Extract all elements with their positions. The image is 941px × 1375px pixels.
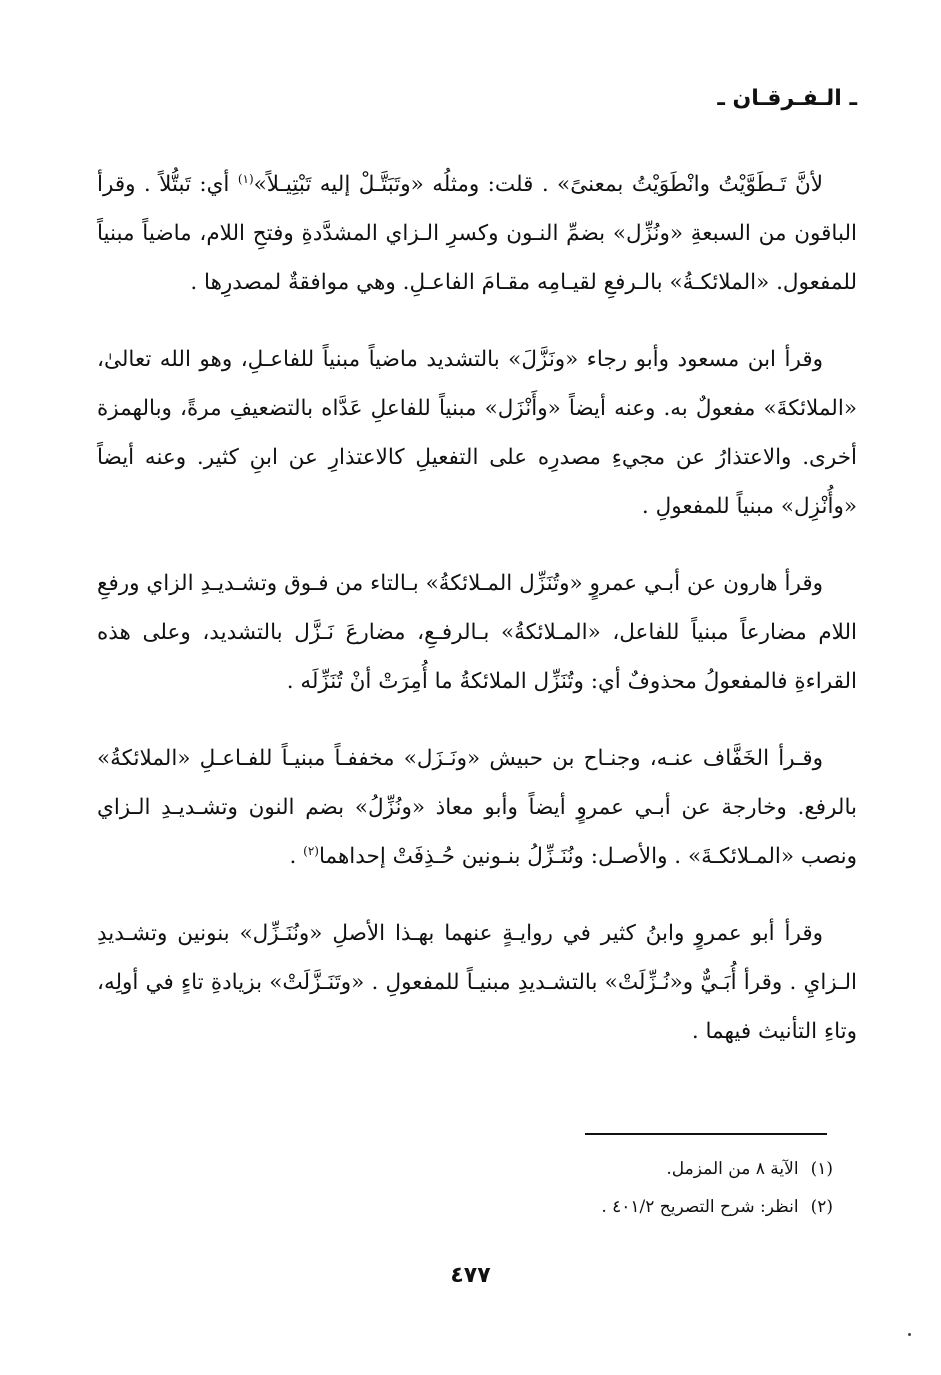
paragraph-text: وقـرأ الخَفَّاف عنـه، وجنـاح بن حبيش «ونَـزَل» مخففـاً مبنيـاً للفـاعـلِ «الملائكةُ» بالرفع. وخارجة عن أبـي عمروٍ أيضاً وأبو معاذ «ونُزِّلُ» بضم النون وتشـديـدِ الـزاي ونصب «المـلائكـةَ» . والأصـل: ونُنَـزِّلُ بنـونين حُـذِفَتْ إحداهما [97, 746, 857, 869]
paragraph-4 [97, 734, 857, 881]
scan-speck [908, 1333, 911, 1336]
paragraph-text: وقرأ هارون عن أبـي عمروٍ «وتُنَزِّل المـلائكةُ» بـالتاء من فـوق وتشـديـدِ الزاي ورفعِ اللام مضارعاً مبنياً للفاعل، «المـلائكةُ» بـالرفـعِ، مضارعَ نَـزَّل بالتشديد، وعلى هذه القراءةِ فالمفعولُ محذوفٌ أي: وتُنَزِّل الملائكةُ ما أُمِرَتْ أنْ تُنَزِّلَه . [97, 571, 857, 694]
page-number: ٤٧٧ [450, 1263, 491, 1288]
paragraph-3 [97, 559, 857, 706]
paragraph-5 [97, 909, 857, 1056]
paragraph-text: لأنَّ تَـطَوَّيْتُ وانْطَوَيْتُ بمعنىً» . قلت: ومثلُه «وتَبَتَّـلْ إليه تَبْتِيـلاً» [253, 172, 823, 197]
footnote-divider [585, 1133, 827, 1135]
footnote-2 [113, 1188, 833, 1226]
paragraph-2 [97, 335, 857, 531]
paragraph-text: وقرأ أبو عمروٍ وابنُ كثير في روايـةٍ عنهما بهـذا الأصلِ «ونُنَـزِّل» بنونين وتشـديدِ الـزايِ . وقرأ أُبَـيٌّ و«نُـزِّلَتْ» بالتشـديدِ مبنيـاً للمفعولِ . «وتَنَـزَّلَتْ» بزيادةِ تاءٍ في أولِه، وتاءِ التأنيث فيهما . [97, 921, 857, 1044]
footnote-1 [113, 1150, 833, 1188]
paragraph-1 [97, 160, 857, 307]
footnote-text: الآية ٨ من المزمل. [666, 1159, 799, 1179]
main-text [97, 160, 857, 1084]
footnote-number: (٢) [810, 1197, 833, 1217]
footnote-text: انظر: شرح التصريح ٤٠١/٢ . [601, 1197, 799, 1217]
footnote-number: (١) [810, 1159, 833, 1179]
footnote-ref-1: (١) [237, 171, 254, 186]
paragraph-text: . [289, 844, 304, 869]
running-header: ـ الـفـرقـان ـ [717, 86, 857, 111]
paragraph-text: أي: تَبتُّلاً . وقرأ الباقون من السبعةِ «ونُزِّل» بضمِّ النـون وكسرِ الـزاي المشدَّدةِ وفتحِ اللام، ماضياً مبنياً للمفعول. «الملائكـةُ» بالـرفعِ لقيـامِه مقـامَ الفاعـلِ. وهي موافقةٌ لمصدرِها . [97, 172, 857, 295]
footnote-ref-2: (٢) [303, 843, 319, 858]
paragraph-text: وقرأ ابن مسعود وأبو رجاء «ونَزَّلَ» بالتشديد ماضياً مبنياً للفاعـلِ، وهو الله تعالىٰ، «الملائكةَ» مفعولٌ به. وعنه أيضاً «وأَنْزَل» مبنياً للفاعلِ عَدَّاه بالتضعيفِ مرةً، وبالهمزة أخرى. والاعتذارُ عن مجيءِ مصدرِه على التفعيلِ كالاعتذارِ عن ابنِ كثير. وعنه أيضاً «وأُنْزِل» مبنياً للمفعولِ . [97, 347, 857, 519]
footnotes [113, 1150, 833, 1226]
